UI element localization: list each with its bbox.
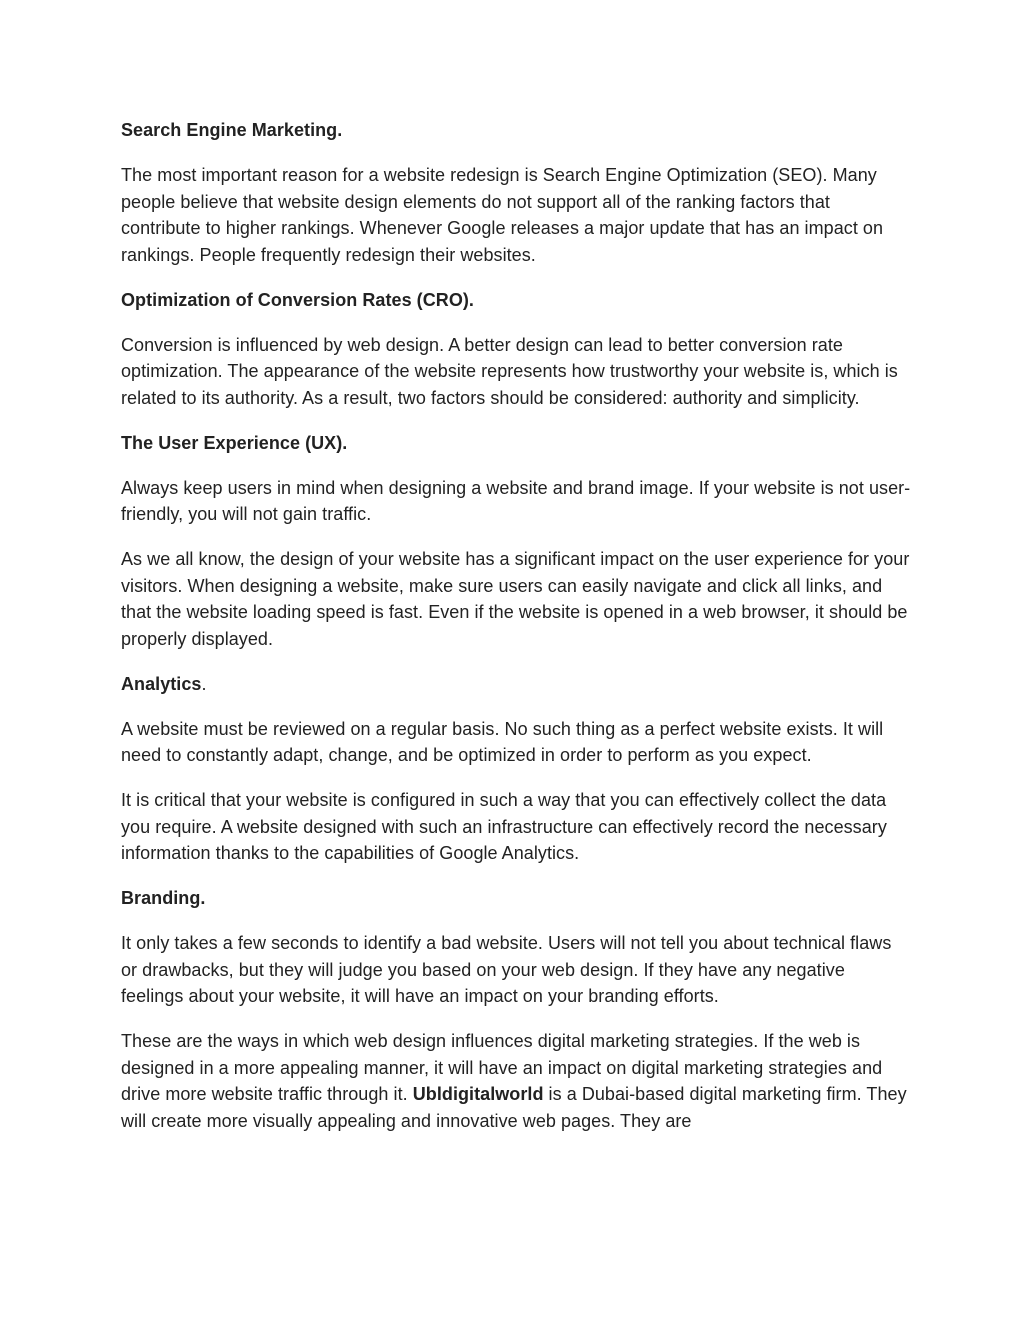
section-heading-cro bbox=[121, 287, 911, 314]
paragraph-analytics-1: A website must be reviewed on a regular basis. No such thing as a perfect website exists. It will need to constantly adapt, change, and be optimized in order to perform as you expect. bbox=[121, 718, 884, 765]
heading-text: Branding. bbox=[121, 888, 206, 908]
closing-text-after: is a Dubai-based digital marketing firm. They will create more visually appealing and innovative web pages. They are bbox=[121, 1084, 907, 1131]
heading-trail: . bbox=[201, 673, 207, 694]
paragraph-ux-2: As we all know, the design of your website has a significant impact on the user experience for your visitors. When designing a website, make sure users can easily navigate and click all links, and that the website loading speed is fast. Even if the website is opened in a web browser, it should be properly displayed. bbox=[121, 549, 910, 649]
heading-text: Optimization of Conversion Rates (CRO). bbox=[121, 289, 474, 310]
section-heading-branding bbox=[121, 885, 911, 912]
heading-text: The User Experience (UX). bbox=[121, 432, 348, 453]
paragraph-cro: Conversion is influenced by web design. A better design can lead to better conversion rate optimization. The appearance of the website represents how trustworthy your website is, which is related to its authority. As a result, two factors should be considered: authority and simplicity. bbox=[121, 334, 898, 408]
paragraph-branding: It only takes a few seconds to identify a bad website. Users will not tell you about technical flaws or drawbacks, but they will judge you based on your web design. If they have any negative feelings about your website, it will have an impact on your branding efforts. bbox=[121, 933, 892, 1006]
section-heading-seo bbox=[121, 117, 911, 144]
section-heading-ux bbox=[121, 430, 911, 457]
document-page bbox=[121, 117, 911, 1153]
heading-text: Analytics bbox=[121, 673, 202, 694]
paragraph-seo: The most important reason for a website redesign is Search Engine Optimization (SEO). Many people believe that website design elements do not support all of the ranking factors that contribute to higher rankings. Whenever Google releases a major update that has an impact on rankings. People frequently redesign their websites. bbox=[121, 165, 884, 265]
paragraph-closing bbox=[121, 1028, 911, 1134]
section-heading-analytics bbox=[121, 671, 911, 698]
closing-text-before: These are the ways in which web design influences digital marketing strategies. If the web is designed in a more appealing manner, it will have an impact on digital marketing strategies and drive more website traffic through it. bbox=[121, 1031, 883, 1104]
brand-name: Ubldigitalworld bbox=[412, 1084, 544, 1104]
heading-text: Search Engine Marketing. bbox=[121, 120, 343, 140]
paragraph-analytics-2: It is critical that your website is configured in such a way that you can effectively collect the data you require. A website designed with such an infrastructure can effectively record the necessary information thanks to the capabilities of Google Analytics. bbox=[121, 790, 887, 863]
paragraph-ux-1: Always keep users in mind when designing a website and brand image. If your website is not user-friendly, you will not gain traffic. bbox=[121, 477, 911, 524]
